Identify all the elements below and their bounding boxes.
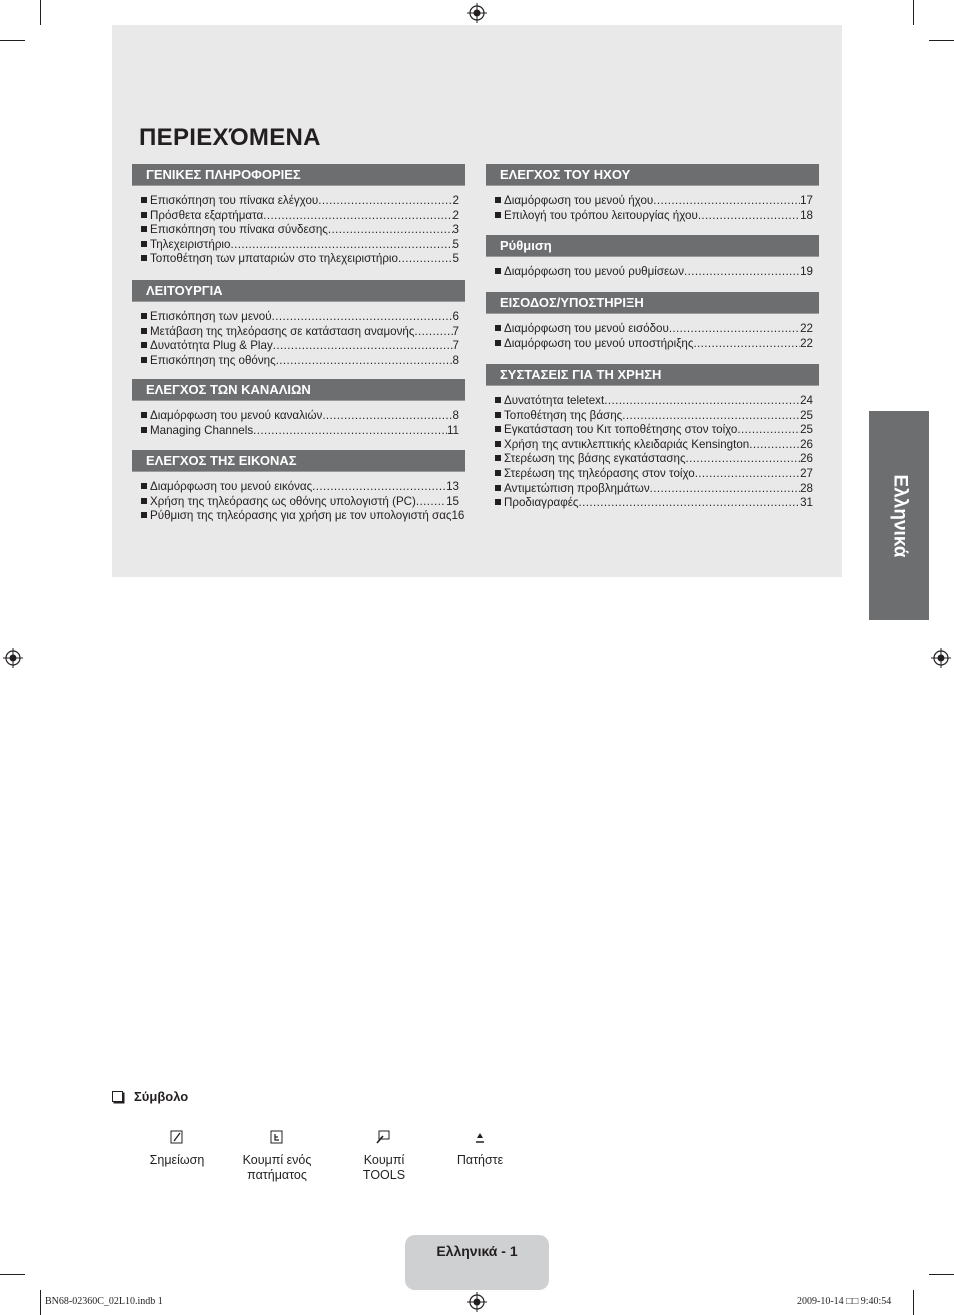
toc-entry[interactable]: Διαμόρφωση του μενού εισόδου ..... 22 — [495, 322, 813, 337]
toc-entry[interactable]: Τηλεχειριστήριο ..... 5 — [141, 238, 459, 253]
registration-mark-icon — [931, 648, 951, 668]
toc-entry[interactable]: Επισκόπηση των μενού ..... 6 — [141, 310, 459, 325]
toc-section-setup — [486, 235, 819, 280]
bullet-icon — [495, 412, 501, 418]
toc-entry[interactable]: Χρήση της τηλεόρασης ως οθόνης υπολογιστή (PC) ..... 15 — [141, 495, 459, 510]
toc-entry[interactable]: Τοποθέτηση των μπαταριών στο τηλεχειριστήριο ..... 5 — [141, 252, 459, 267]
bullet-icon — [141, 212, 147, 218]
bullet-icon — [495, 212, 501, 218]
bullet-icon — [495, 397, 501, 403]
press-icon — [472, 1130, 488, 1144]
crop-mark — [40, 1290, 41, 1315]
toc-entry[interactable]: Managing Channels ..... 11 — [141, 424, 459, 439]
toc-entry[interactable]: Επιλογή του τρόπου λειτουργίας ήχου ..... 18 — [495, 209, 813, 224]
symbols-heading — [112, 1089, 188, 1104]
page-title: ΠΕΡΙΕΧΌΜΕΝΑ — [139, 124, 321, 151]
crop-mark — [913, 0, 914, 25]
bullet-icon — [141, 313, 147, 319]
symbols-heading-text: Σύμβολο — [134, 1089, 189, 1104]
toc-entry[interactable]: Επισκόπηση της οθόνης ..... 8 — [141, 354, 459, 369]
section-heading: ΛΕΙΤΟΥΡΓΙΑ — [132, 280, 465, 301]
bullet-icon — [141, 498, 147, 504]
bullet-icon — [141, 342, 147, 348]
registration-mark-icon — [3, 648, 23, 668]
bullet-icon — [141, 226, 147, 232]
tools-icon — [376, 1130, 392, 1144]
bullet-icon — [141, 197, 147, 203]
language-side-tab — [869, 411, 929, 620]
toc-section-operation — [132, 280, 465, 368]
symbol-tools-button: Κουμπί TOOLS — [329, 1130, 439, 1183]
toc-entry[interactable]: Διαμόρφωση του μενού εικόνας ..... 13 — [141, 480, 459, 495]
toc-entry[interactable]: Δυνατότητα teletext ..... 24 — [495, 394, 813, 409]
crop-mark — [40, 0, 41, 25]
toc-entry[interactable]: Διαμόρφωση του μενού ήχου ..... 17 — [495, 194, 813, 209]
crop-mark — [929, 40, 954, 41]
toc-section-usage-recommendations — [486, 364, 819, 511]
checkbox-bullet-icon — [112, 1091, 123, 1102]
toc-entry[interactable]: Χρήση της αντικλεπτικής κλειδαριάς Kensington ..... 26 — [495, 438, 813, 453]
toc-entry[interactable]: Δυνατότητα Plug & Play ..... 7 — [141, 339, 459, 354]
section-heading: ΓΕΝΙΚΕΣ ΠΛΗΡΟΦΟΡΙΕΣ — [132, 164, 465, 185]
crop-mark — [0, 1274, 25, 1275]
toc-entry[interactable]: Διαμόρφωση του μενού καναλιών ..... 8 — [141, 409, 459, 424]
toc-section-channel-control — [132, 379, 465, 438]
section-heading: ΕΛΕΓΧΟΣ ΤΟΥ ΗΧΟΥ — [486, 164, 819, 185]
bullet-icon — [495, 455, 501, 461]
bullet-icon — [141, 357, 147, 363]
bullet-icon — [495, 470, 501, 476]
toc-entry[interactable]: Στερέωση της τηλεόρασης στον τοίχο ..... 27 — [495, 467, 813, 482]
toc-section-general-info — [132, 164, 465, 267]
bullet-icon — [141, 412, 147, 418]
bullet-icon — [495, 426, 501, 432]
symbol-one-touch-button: Κουμπί ενός πατήματος — [222, 1130, 332, 1183]
toc-entry[interactable]: Αντιμετώπιση προβλημάτων ..... 28 — [495, 482, 813, 497]
section-heading: ΕΛΕΓΧΟΣ ΤΩΝ ΚΑΝΑΛΙΩΝ — [132, 379, 465, 400]
footer-page-tab — [405, 1235, 549, 1290]
bullet-icon — [141, 427, 147, 433]
page-number-label: Ελληνικά - 1 — [436, 1243, 518, 1259]
registration-mark-icon — [467, 1292, 487, 1312]
crop-mark — [0, 40, 25, 41]
language-tab-label: Ελληνικά — [889, 474, 910, 557]
bullet-icon — [141, 328, 147, 334]
toc-entry[interactable]: Εγκατάσταση του Κιτ τοποθέτησης στον τοίχο ..... 25 — [495, 423, 813, 438]
toc-entry[interactable]: Επισκόπηση του πίνακα σύνδεσης ..... 3 — [141, 223, 459, 238]
toc-section-picture-control — [132, 450, 465, 524]
bullet-icon — [495, 268, 501, 274]
bullet-icon — [495, 441, 501, 447]
bullet-icon — [141, 483, 147, 489]
bullet-icon — [495, 499, 501, 505]
section-heading: ΕΙΣΟΔΟΣ/ΥΠΟΣΤΗΡΙΞΗ — [486, 292, 819, 313]
toc-entry[interactable]: Διαμόρφωση του μενού υποστήριξης ..... 22 — [495, 337, 813, 352]
toc-entry[interactable]: Μετάβαση της τηλεόρασης σε κατάσταση αναμονής ..... 7 — [141, 325, 459, 340]
print-slug-file: BN68-02360C_02L10.indb 1 — [45, 1296, 163, 1307]
bullet-icon — [495, 340, 501, 346]
toc-entry[interactable]: Πρόσθετα εξαρτήματα ..... 2 — [141, 209, 459, 224]
crop-mark — [913, 1290, 914, 1315]
toc-entry[interactable]: Στερέωση της βάσης εγκατάστασης ..... 26 — [495, 452, 813, 467]
bullet-icon — [495, 485, 501, 491]
toc-section-input-support — [486, 292, 819, 351]
bullet-icon — [495, 197, 501, 203]
section-heading: ΕΛΕΓΧΟΣ ΤΗΣ ΕΙΚΟΝΑΣ — [132, 450, 465, 471]
toc-section-sound-control — [486, 164, 819, 223]
note-icon — [169, 1130, 185, 1144]
section-heading: ΣΥΣΤΑΣΕΙΣ ΓΙΑ ΤΗ ΧΡΗΣΗ — [486, 364, 819, 385]
print-slug-datetime: 2009-10-14 □□ 9:40:54 — [797, 1296, 892, 1307]
crop-mark — [929, 1274, 954, 1275]
bullet-icon — [495, 325, 501, 331]
bullet-icon — [141, 512, 147, 518]
one-touch-icon — [269, 1130, 285, 1144]
registration-mark-icon — [467, 3, 487, 23]
toc-entry[interactable]: Διαμόρφωση του μενού ρυθμίσεων ..... 19 — [495, 265, 813, 280]
symbol-press: Πατήστε — [425, 1130, 535, 1168]
bullet-icon — [141, 255, 147, 261]
section-heading: Ρύθμιση — [486, 235, 819, 256]
toc-entry[interactable]: Τοποθέτηση της βάσης ..... 25 — [495, 409, 813, 424]
toc-entry[interactable]: Επισκόπηση του πίνακα ελέγχου ..... 2 — [141, 194, 459, 209]
toc-entry[interactable]: Προδιαγραφές ..... 31 — [495, 496, 813, 511]
symbol-note: Σημείωση — [122, 1130, 232, 1168]
toc-entry[interactable]: Ρύθμιση της τηλεόρασης για χρήση με τον υπολογιστή σας 16 — [141, 509, 459, 524]
bullet-icon — [141, 241, 147, 247]
